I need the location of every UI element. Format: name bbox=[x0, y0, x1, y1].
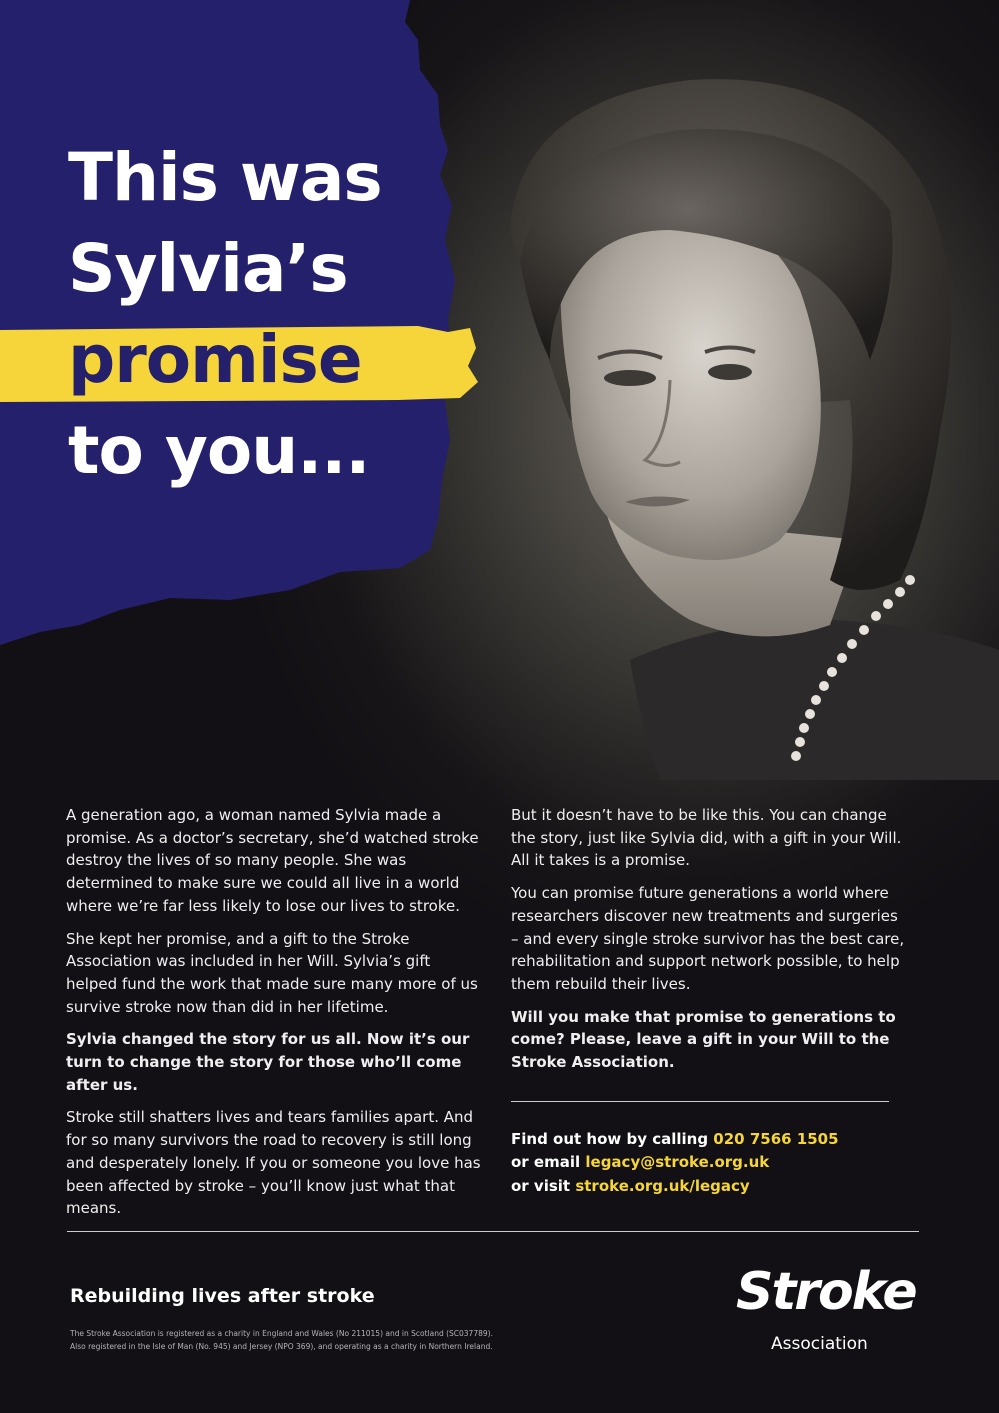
email-link[interactable]: legacy@stroke.org.uk bbox=[585, 1153, 770, 1172]
phone-number[interactable]: 020 7566 1505 bbox=[713, 1130, 839, 1148]
contact-block bbox=[511, 1128, 839, 1198]
stroke-association-logo bbox=[736, 1262, 926, 1362]
legal-line-2: Also registered in the Isle of Man (No. 945) and Jersey (NPO 369), and operating as a charity in Northern Ireland. bbox=[70, 1341, 493, 1351]
body-left-column bbox=[66, 804, 486, 1230]
headline-line-2: Sylvia’s bbox=[68, 230, 348, 307]
legal-text bbox=[70, 1328, 630, 1353]
contact-url-line bbox=[511, 1175, 839, 1198]
headline-line-4: to you... bbox=[68, 412, 370, 489]
portrait-photo bbox=[430, 60, 999, 780]
body-paragraph: She kept her promise, and a gift to the Stroke Association was included in her Will. Sylvia’s gift helped fund the work that made sure many more of us survive stroke now than did in her lifetime. bbox=[66, 929, 478, 1016]
body-right-column bbox=[511, 804, 906, 1084]
headline-line-1: This was bbox=[68, 139, 382, 216]
footer-divider bbox=[67, 1231, 919, 1232]
contact-email-prefix: or email bbox=[511, 1153, 581, 1172]
body-paragraph: You can promise future generations a world where researchers discover new treatments and surgeries – and every single stroke survivor has the best care, rehabilitation and support network possible, to help them rebuild their lives. bbox=[511, 884, 905, 993]
divider bbox=[511, 1101, 889, 1102]
contact-email-line bbox=[511, 1151, 839, 1174]
body-paragraph: Stroke still shatters lives and tears families apart. And for so many survivors the road to recovery is still long and desperately lonely. If you or someone you love has been affected by stroke – you’ll know just what that means. bbox=[66, 1108, 481, 1218]
headline-line-3: promise bbox=[68, 321, 362, 398]
logo-subtitle: Association bbox=[771, 1334, 868, 1354]
headline bbox=[68, 132, 382, 496]
body-paragraph-bold: Sylvia changed the story for us all. Now it’s our turn to change the story for those who’ll come after us. bbox=[66, 1030, 470, 1094]
contact-phone-line bbox=[511, 1128, 839, 1151]
logo-wordmark: Stroke bbox=[736, 1262, 916, 1322]
tagline: Rebuilding lives after stroke bbox=[70, 1285, 375, 1307]
body-paragraph: A generation ago, a woman named Sylvia made a promise. As a doctor’s secretary, she’d watched stroke destroy the lives of so many people. She was determined to make sure we could all live in a world where we’re far less likely to lose our lives to stroke. bbox=[66, 806, 479, 915]
headline-highlight bbox=[68, 314, 382, 405]
legal-line-1: The Stroke Association is registered as a charity in England and Wales (No 211015) and in Scotland (SC037789). bbox=[70, 1329, 493, 1338]
body-paragraph: But it doesn’t have to be like this. You can change the story, just like Sylvia did, with a gift in your Will. All it takes is a promise. bbox=[511, 806, 902, 870]
website-link[interactable]: stroke.org.uk/legacy bbox=[575, 1176, 750, 1195]
body-paragraph-bold: Will you make that promise to generations to come? Please, leave a gift in your Will to the Stroke Association. bbox=[511, 1007, 896, 1072]
contact-visit-prefix: or visit bbox=[511, 1176, 571, 1195]
contact-call-prefix: Find out how by calling bbox=[511, 1130, 709, 1148]
